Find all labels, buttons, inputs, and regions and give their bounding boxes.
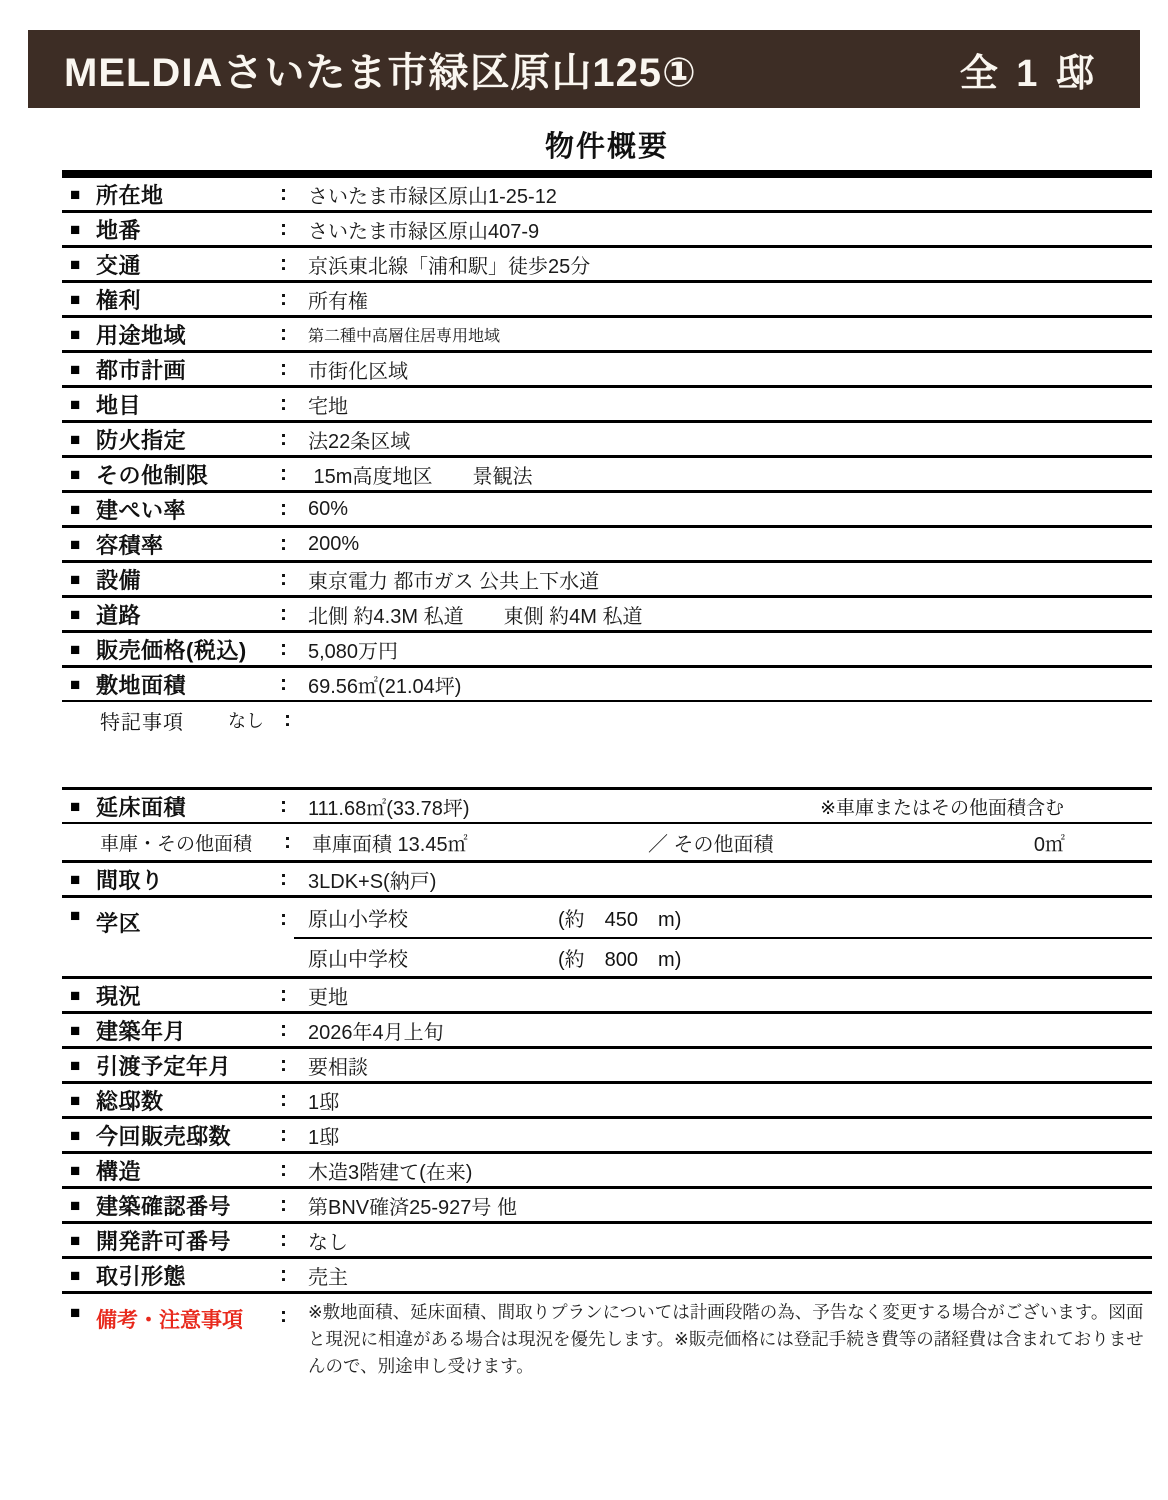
colon-separator: : bbox=[280, 602, 287, 625]
field-label: 取引形態 bbox=[96, 1263, 187, 1289]
field-value: 木造3階建て(在来) bbox=[308, 1161, 473, 1184]
section-spacer bbox=[62, 738, 1152, 787]
field-label: 防火指定 bbox=[96, 427, 187, 453]
row-construction-date bbox=[62, 1011, 1152, 1046]
bullet-square-icon: ■ bbox=[70, 184, 81, 204]
field-value: 売主 bbox=[308, 1266, 348, 1289]
field-value: 要相談 bbox=[308, 1056, 368, 1079]
row-floor-area-ratio bbox=[62, 525, 1152, 560]
bullet-square-icon: ■ bbox=[70, 869, 81, 889]
total-units-badge: 全 1 邸 bbox=[959, 52, 1098, 95]
row-land-category bbox=[62, 385, 1152, 420]
colon-separator: : bbox=[280, 357, 287, 380]
colon-separator: : bbox=[280, 392, 287, 415]
field-value: なし bbox=[308, 1231, 348, 1254]
field-value: 15m高度地区 景観法 bbox=[308, 465, 533, 488]
colon-separator: : bbox=[284, 708, 291, 731]
field-value: 60% bbox=[308, 497, 349, 520]
field-value: 2026年4月上旬 bbox=[308, 1021, 444, 1044]
field-label: 今回販売邸数 bbox=[96, 1123, 232, 1149]
row-utilities bbox=[62, 560, 1152, 595]
colon-separator: : bbox=[280, 637, 287, 660]
field-value: 所有権 bbox=[308, 290, 368, 313]
property-sheet-page bbox=[0, 30, 1168, 1384]
colon-separator: : bbox=[280, 672, 287, 695]
bullet-square-icon: ■ bbox=[70, 219, 81, 239]
field-value: 第二種中高層住居専用地域 bbox=[308, 327, 501, 345]
colon-separator: : bbox=[280, 1193, 287, 1216]
bullet-square-icon: ■ bbox=[70, 906, 81, 925]
field-label: 建築年月 bbox=[96, 1018, 187, 1044]
row-road bbox=[62, 595, 1152, 630]
field-value: 京浜東北線「浦和駅」徒歩25分 bbox=[308, 255, 591, 278]
bullet-square-icon: ■ bbox=[70, 604, 81, 624]
colon-separator: : bbox=[280, 252, 287, 275]
row-city-planning bbox=[62, 350, 1152, 385]
row-land-area bbox=[62, 665, 1152, 700]
bullet-square-icon: ■ bbox=[70, 1265, 81, 1285]
field-label: その他制限 bbox=[96, 462, 209, 488]
row-transaction-type bbox=[62, 1256, 1152, 1291]
field-value: さいたま市緑区原山1-25-12 bbox=[308, 185, 557, 208]
colon-separator: : bbox=[280, 1228, 287, 1251]
colon-separator: : bbox=[280, 983, 287, 1006]
row-floor-plan bbox=[62, 860, 1152, 895]
bullet-square-icon: ■ bbox=[70, 254, 81, 274]
floor-area-note: ※車庫またはその他面積含む bbox=[820, 797, 1064, 819]
field-label: 学区 bbox=[96, 911, 142, 936]
bullet-square-icon: ■ bbox=[70, 324, 81, 344]
field-label: 所在地 bbox=[96, 182, 164, 208]
junior-high-school-line bbox=[294, 937, 1152, 976]
elementary-school-distance: (約 450 m) bbox=[558, 909, 682, 931]
bullet-square-icon: ■ bbox=[70, 1230, 81, 1250]
field-label: 容積率 bbox=[96, 532, 164, 558]
row-zoning bbox=[62, 315, 1152, 350]
bullet-square-icon: ■ bbox=[70, 639, 81, 659]
row-current-state bbox=[62, 976, 1152, 1011]
field-value: 東京電力 都市ガス 公共上下水道 bbox=[308, 570, 600, 593]
colon-separator: : bbox=[280, 532, 287, 555]
colon-separator: : bbox=[280, 497, 287, 520]
bullet-square-icon: ■ bbox=[70, 1195, 81, 1215]
row-price bbox=[62, 630, 1152, 665]
field-value: 1邸 bbox=[308, 1091, 340, 1114]
bullet-square-icon: ■ bbox=[70, 464, 81, 484]
field-label: 延床面積 bbox=[96, 794, 187, 820]
row-special-notes bbox=[62, 700, 1152, 738]
colon-separator: : bbox=[280, 907, 287, 930]
colon-separator: : bbox=[280, 794, 287, 817]
bullet-square-icon: ■ bbox=[70, 569, 81, 589]
field-label: 建ぺい率 bbox=[96, 497, 187, 523]
field-label: 総邸数 bbox=[96, 1088, 164, 1114]
property-table-2 bbox=[62, 787, 1152, 1384]
field-label: 引渡予定年月 bbox=[96, 1053, 232, 1079]
field-label: 敷地面積 bbox=[96, 672, 187, 698]
other-area-label: ／ その他面積 bbox=[648, 833, 774, 856]
field-value: 第BNV確済25-927号 他 bbox=[308, 1196, 517, 1219]
row-structure bbox=[62, 1151, 1152, 1186]
field-label: 建築確認番号 bbox=[96, 1193, 232, 1219]
colon-separator: : bbox=[280, 217, 287, 240]
field-value: 111.68㎡(33.78坪) bbox=[308, 797, 470, 820]
colon-separator: : bbox=[280, 462, 287, 485]
bullet-square-icon: ■ bbox=[70, 1125, 81, 1145]
row-lot-number bbox=[62, 210, 1152, 245]
bullet-square-icon: ■ bbox=[70, 1020, 81, 1040]
bullet-square-icon: ■ bbox=[70, 359, 81, 379]
bullet-square-icon: ■ bbox=[70, 394, 81, 414]
bullet-square-icon: ■ bbox=[70, 1160, 81, 1180]
row-other-restrictions bbox=[62, 455, 1152, 490]
other-area-value: 0㎡ bbox=[1033, 833, 1065, 856]
colon-separator: : bbox=[280, 322, 287, 345]
field-label: 販売価格(税込) bbox=[96, 637, 247, 663]
colon-separator: : bbox=[280, 1304, 287, 1327]
colon-separator: : bbox=[280, 1053, 287, 1076]
garage-area-value: 車庫面積 13.45㎡ bbox=[312, 833, 468, 856]
property-title: MELDIAさいたま市緑区原山125① bbox=[64, 50, 697, 95]
field-value: 200% bbox=[308, 532, 360, 555]
bullet-square-icon: ■ bbox=[70, 499, 81, 519]
row-remarks bbox=[62, 1291, 1152, 1384]
field-label: 地番 bbox=[96, 217, 142, 243]
row-total-houses bbox=[62, 1081, 1152, 1116]
bullet-square-icon: ■ bbox=[70, 985, 81, 1005]
row-transport bbox=[62, 245, 1152, 280]
content-container bbox=[62, 124, 1152, 1384]
field-label: 特記事項 bbox=[100, 711, 184, 734]
page-title: 物件概要 bbox=[544, 131, 669, 163]
row-school-district bbox=[62, 895, 1152, 976]
elementary-school-name: 原山小学校 bbox=[308, 909, 408, 931]
field-value: 法22条区域 bbox=[308, 430, 411, 453]
field-value: 1邸 bbox=[308, 1126, 340, 1149]
row-total-floor-area bbox=[62, 787, 1152, 822]
remarks-text: ※敷地面積、延床面積、間取りプランについては計画段階の為、予告なく変更する場合がございます。図面と現況に相違がある場合は現況を優先します。※販売価格には登記手続き費等の諸経費は含まれておりませんので、別途申し受けます。 bbox=[308, 1302, 1144, 1376]
field-label: 都市計画 bbox=[96, 357, 187, 383]
colon-separator: : bbox=[280, 427, 287, 450]
bullet-square-icon: ■ bbox=[70, 796, 81, 816]
bullet-square-icon: ■ bbox=[70, 1303, 81, 1322]
colon-separator: : bbox=[280, 867, 287, 890]
bullet-square-icon: ■ bbox=[70, 1055, 81, 1075]
bullet-square-icon: ■ bbox=[70, 1090, 81, 1110]
field-value: 北側 約4.3M 私道 東側 約4M 私道 bbox=[308, 605, 643, 628]
colon-separator: : bbox=[280, 287, 287, 310]
bullet-square-icon: ■ bbox=[70, 674, 81, 694]
colon-separator: : bbox=[280, 1158, 287, 1181]
field-label: 設備 bbox=[96, 567, 142, 593]
row-development-permit bbox=[62, 1221, 1152, 1256]
row-fire-zone bbox=[62, 420, 1152, 455]
field-label: 権利 bbox=[96, 287, 142, 313]
field-label: 地目 bbox=[96, 392, 142, 418]
colon-separator: : bbox=[284, 830, 291, 853]
colon-separator: : bbox=[280, 1018, 287, 1041]
bullet-square-icon: ■ bbox=[70, 534, 81, 554]
field-value: 宅地 bbox=[308, 395, 348, 418]
colon-separator: : bbox=[280, 1123, 287, 1146]
colon-separator: : bbox=[280, 182, 287, 205]
colon-separator: : bbox=[280, 1263, 287, 1286]
special-notes-flag: なし bbox=[228, 711, 264, 731]
elementary-school-line bbox=[294, 898, 1152, 937]
row-rights bbox=[62, 280, 1152, 315]
field-label: 道路 bbox=[96, 602, 142, 628]
field-label: 車庫・その他面積 bbox=[100, 833, 253, 855]
row-location bbox=[62, 175, 1152, 210]
row-houses-for-sale bbox=[62, 1116, 1152, 1151]
colon-separator: : bbox=[280, 567, 287, 590]
field-label: 現況 bbox=[96, 983, 142, 1009]
field-label: 構造 bbox=[96, 1158, 142, 1184]
row-handover-date bbox=[62, 1046, 1152, 1081]
header-bar bbox=[28, 30, 1140, 108]
field-label-remarks: 備考・注意事項 bbox=[96, 1309, 243, 1332]
field-value: 3LDK+S(納戸) bbox=[308, 870, 437, 893]
field-label: 用途地域 bbox=[96, 322, 187, 348]
field-value: 5,080万円 bbox=[308, 640, 399, 663]
field-label: 開発許可番号 bbox=[96, 1228, 232, 1254]
bullet-square-icon: ■ bbox=[70, 429, 81, 449]
field-label: 間取り bbox=[96, 867, 164, 893]
row-coverage-ratio bbox=[62, 490, 1152, 525]
field-label: 交通 bbox=[96, 252, 142, 278]
junior-high-school-name: 原山中学校 bbox=[308, 949, 408, 971]
field-value: 市街化区域 bbox=[308, 360, 408, 383]
row-garage-other-area bbox=[62, 822, 1152, 860]
colon-separator: : bbox=[280, 1088, 287, 1111]
junior-high-school-distance: (約 800 m) bbox=[558, 949, 682, 971]
field-value: 69.56㎡(21.04坪) bbox=[308, 675, 462, 698]
bullet-square-icon: ■ bbox=[70, 289, 81, 309]
row-building-confirmation bbox=[62, 1186, 1152, 1221]
property-table-1 bbox=[62, 175, 1152, 738]
school-district-values bbox=[294, 898, 1152, 976]
field-value: さいたま市緑区原山407-9 bbox=[308, 220, 540, 243]
field-value: 更地 bbox=[308, 986, 348, 1009]
